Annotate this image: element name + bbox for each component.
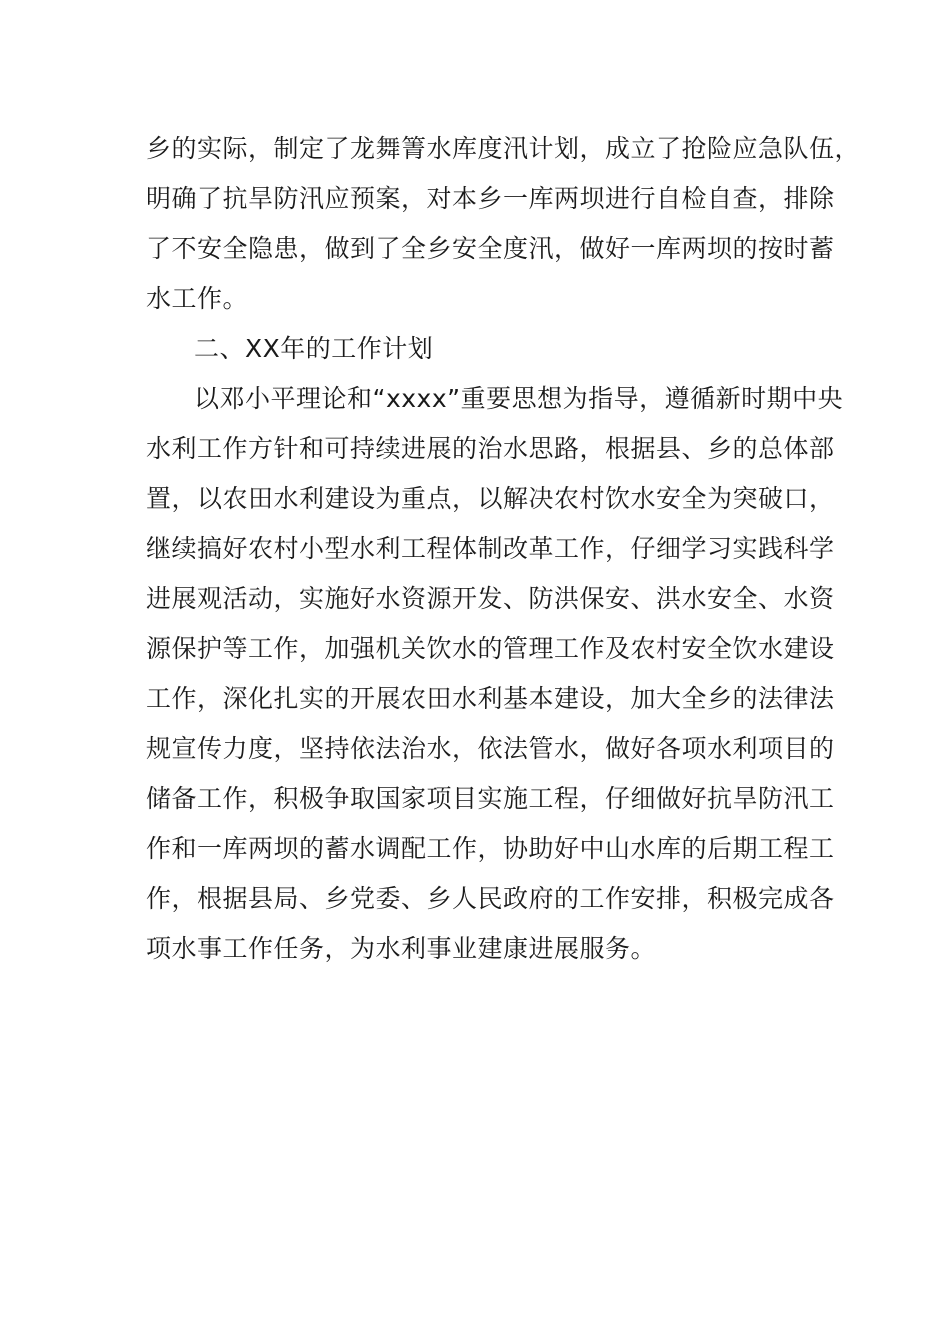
text-line: 储备工作，积极争取国家项目实施工程，仔细做好抗旱防汛工	[146, 784, 835, 813]
text-line: 继续搞好农村小型水利工程体制改革工作，仔细学习实践科学	[146, 534, 835, 563]
text-line: 水工作。	[146, 284, 249, 313]
section-heading-block	[146, 324, 846, 374]
text-line: 置，以农田水利建设为重点，以解决农村饮水安全为突破口，	[146, 484, 835, 513]
paragraph-work-plan	[146, 374, 846, 974]
text-line: 水利工作方针和可持续进展的治水思路，根据县、乡的总体部	[146, 434, 835, 463]
text-line: 以邓小平理论和“xxxx”重要思想为指导，遵循新时期中央	[194, 384, 844, 413]
text-line: 工作，深化扎实的开展农田水利基本建设，加大全乡的法律法	[146, 684, 835, 713]
text-line: 作，根据县局、乡党委、乡人民政府的工作安排，积极完成各	[146, 884, 835, 913]
section-heading: 二、XX年的工作计划	[194, 334, 434, 363]
text-line: 作和一库两坝的蓄水调配工作，协助好中山水库的后期工程工	[146, 834, 835, 863]
text-line: 源保护等工作，加强机关饮水的管理工作及农村安全饮水建设	[146, 634, 835, 663]
document-body	[146, 124, 861, 974]
text-line: 项水事工作任务，为水利事业建康进展服务。	[146, 934, 657, 963]
text-line: 明确了抗旱防汛应预案，对本乡一库两坝进行自检自查，排除	[146, 184, 835, 213]
text-line: 乡的实际，制定了龙舞箐水库度汛计划，成立了抢险应急队伍，	[146, 134, 861, 163]
paragraph-continued	[146, 124, 861, 324]
text-line: 规宣传力度，坚持依法治水，依法管水，做好各项水利项目的	[146, 734, 835, 763]
text-line: 进展观活动，实施好水资源开发、防洪保安、洪水安全、水资	[146, 584, 835, 613]
text-line: 了不安全隐患，做到了全乡安全度汛，做好一库两坝的按时蓄	[146, 234, 835, 263]
